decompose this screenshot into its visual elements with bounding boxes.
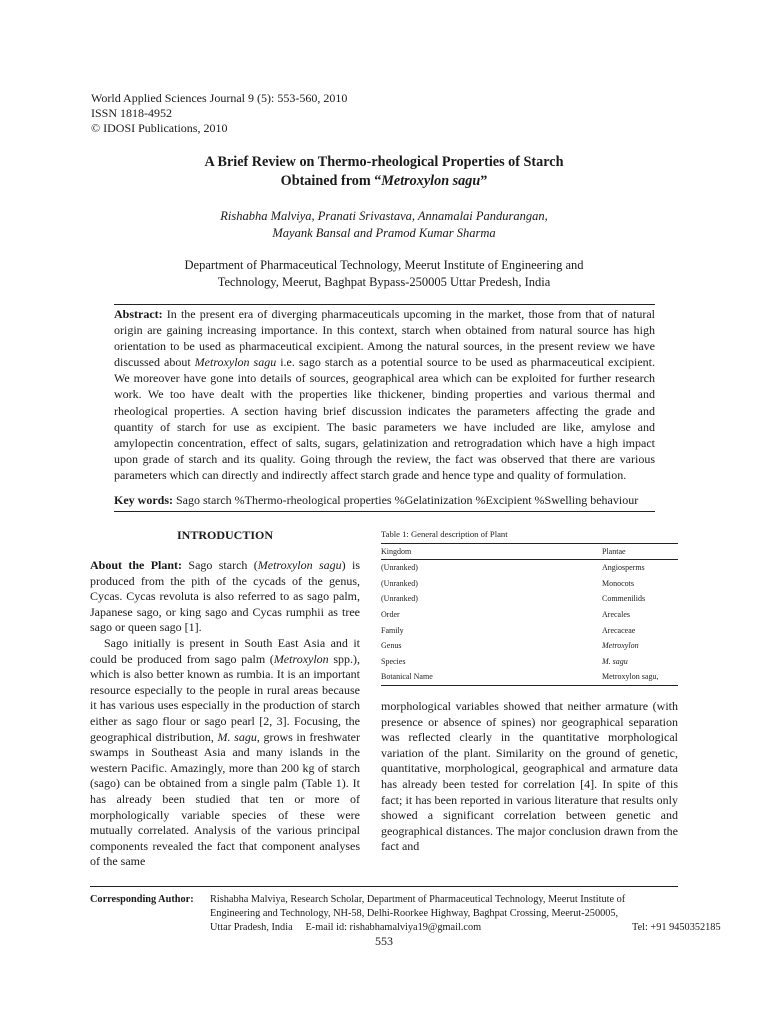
author-list <box>90 208 678 242</box>
section-heading-introduction: INTRODUCTION <box>176 528 273 542</box>
abstract-text-2: i.e. sago starch as a potential source to be used as pharmaceutical excipient. We moreover have gone into details of sources, geographical area which can be exploited for further research work. We too have dealt with the properties like thickener, binding properties and various thermal and rheological properties. A section having brief discussion indicates the parameters affecting the grade and quantity of starch for use as excipient. The basic parameters we have included are like, amylose and amylopectin concentration, effect of salts, sugars, gelatinization and retrogradation which have a high impact upon grade of starch and its quality. Going through the review, the fact was observed that there are various parameters which can directly and indirectly affect starch grade and hence type and quality of formulation. <box>114 355 656 482</box>
table-cell: Genus <box>381 641 402 651</box>
abstract-text-1: In the present era of diverging pharmaceuticals upcoming in the market, those from that of natural origin are gaining increasing importance. In this context, starch when obtained from natural source has high orientation to be used as pharmaceutical excipient. Among the natural sources, in the present review we have discussed about <box>114 307 655 370</box>
p1-text-b: ) is produced from the pith of the cycads of the genus, Cycas. Cycas revoluta is also referred to as sago palm, Japanese sago, or king sago and Cycas rumphii as tree sago or queen sago [1]. <box>90 558 360 635</box>
affiliation-line-2: Technology, Meerut, Baghpat Bypass-250005 Uttar Predesh, India <box>217 275 551 289</box>
journal-citation-block <box>91 91 347 136</box>
affiliation <box>90 257 678 291</box>
title-species: Metroxylon sagu <box>381 173 481 189</box>
table-row <box>381 576 678 592</box>
keywords-text: Sago starch %Thermo-rheological properties %Gelatinization %Excipient %Swelling behaviour <box>173 493 639 507</box>
table-cell: Botanical Name <box>381 669 602 685</box>
title-line-1: A Brief Review on Thermo-rheological Properties of Starch <box>204 154 564 170</box>
journal-citation: World Applied Sciences Journal 9 (5): 553-560, 2010 <box>91 91 348 105</box>
table-cell: Species <box>381 656 406 666</box>
p2-text-b: spp.), which is also better known as rumbia. It is an important resource especially to the people in rural areas because it has various uses especially in the production of starch either as sago flour or sago pearl [2, 3]. Focusing, the geographical distribution, <box>90 651 360 744</box>
p1-text-a: Sago starch ( <box>182 558 258 572</box>
table-row <box>381 638 678 654</box>
paragraph-right-column: morphological variables showed that neither armature (with presence or absence of spines) nor geographical separation was reflected clearly in the quantitative morphological variation of the plant. Similarity on the ground of genetic, quantitative, morphological, geographical and armature data has already been tested for correlation [4]. In spite of this fact; it has been reported in various literature that results only showed a significant correlation between genetic and geographical distances. The major conclusion drawn from the fact and <box>381 699 678 854</box>
table-row <box>381 607 678 623</box>
p1-species: Metroxylon sagu <box>257 558 342 572</box>
affiliation-line-1: Department of Pharmaceutical Technology, Meerut Institute of Engineering and <box>184 258 584 272</box>
table-cell: Angiosperms <box>602 563 645 573</box>
table-caption: Table 1: General description of Plant <box>381 529 508 539</box>
p2-genus: Metroxylon <box>273 651 329 666</box>
table-cell: Family <box>381 625 404 635</box>
corresponding-phone: Tel: +91 9450352185 <box>632 922 721 933</box>
title-suffix: ” <box>480 173 488 189</box>
table-row <box>381 560 678 576</box>
corresponding-author-label: Corresponding Author: <box>90 894 194 905</box>
left-column <box>90 558 360 870</box>
footnote-rule <box>90 886 678 887</box>
table-cell: Monocots <box>602 578 634 588</box>
table-cell: Metroxylon sagu, <box>602 669 678 685</box>
table-cell: (Unranked) <box>381 563 418 573</box>
keywords <box>114 492 655 508</box>
table-cell: Metroxylon <box>602 641 639 651</box>
table-header-cell: Kingdom <box>381 544 602 560</box>
title-prefix: Obtained from “ <box>280 173 382 189</box>
table-cell: (Unranked) <box>381 578 418 588</box>
table-row <box>381 669 678 685</box>
journal-issn: ISSN 1818-4952 <box>91 106 173 120</box>
corresponding-line-2: Engineering and Technology, NH-58, Delhi-Roorkee Highway, Baghpat Crossing, Meerut-250005, <box>210 908 619 919</box>
paragraph-sago-distribution <box>90 636 360 870</box>
right-column <box>381 699 678 855</box>
plant-description-table <box>381 543 678 686</box>
p2-species: M. sagu <box>217 729 257 744</box>
table-header-row <box>381 544 678 560</box>
table-cell: (Unranked) <box>381 594 418 604</box>
p2-text-a: Sago initially is present in South East Asia and it could be produced from sago palm ( <box>90 635 360 666</box>
title-line-2 <box>90 172 678 191</box>
table-row <box>381 591 678 607</box>
page-number: 553 <box>375 934 393 948</box>
table-header-cell: Plantae <box>602 544 678 560</box>
keywords-label: Key words: <box>114 493 173 507</box>
article-title <box>90 153 678 191</box>
p2-text-c: , grows in freshwater swamps in Southeast Asia and many islands in the western Pacific. Amazingly, more than 200 kg of starch (sago) can be obtained from a single palm (Table 1). It has already been studied that ten or more of morphologically variable species of these were mutually correlated. Analysis of the various principal components revealed the fact that component analyses of the same <box>90 729 360 869</box>
table-cell: Arecaceae <box>602 625 636 635</box>
paragraph-about-plant <box>90 558 360 636</box>
table-row <box>381 654 678 670</box>
table-row <box>381 622 678 638</box>
authors-line-1: Rishabha Malviya, Pranati Srivastava, Annamalai Pandurangan, <box>220 209 548 223</box>
table-cell: Order <box>381 610 400 620</box>
keywords-bottom-rule <box>114 511 655 512</box>
table-cell: Commenilids <box>602 594 646 604</box>
abstract-top-rule <box>114 304 655 305</box>
abstract-species: Metroxylon sagu <box>194 355 277 370</box>
abstract-label: Abstract: <box>114 307 163 321</box>
journal-publisher: © IDOSI Publications, 2010 <box>91 121 228 135</box>
corresponding-line-3: Uttar Pradesh, India E-mail id: rishabhamalviya19@gmail.com <box>210 922 482 933</box>
table-cell: Arecales <box>602 610 630 620</box>
authors-line-2: Mayank Bansal and Pramod Kumar Sharma <box>272 226 496 240</box>
about-plant-label: About the Plant: <box>90 558 183 572</box>
table-cell: M. sagu <box>602 656 628 666</box>
abstract <box>114 306 655 483</box>
corresponding-line-1: Rishabha Malviya, Research Scholar, Department of Pharmaceutical Technology, Meerut Institute of <box>210 894 626 905</box>
corresponding-author-details <box>210 893 690 935</box>
